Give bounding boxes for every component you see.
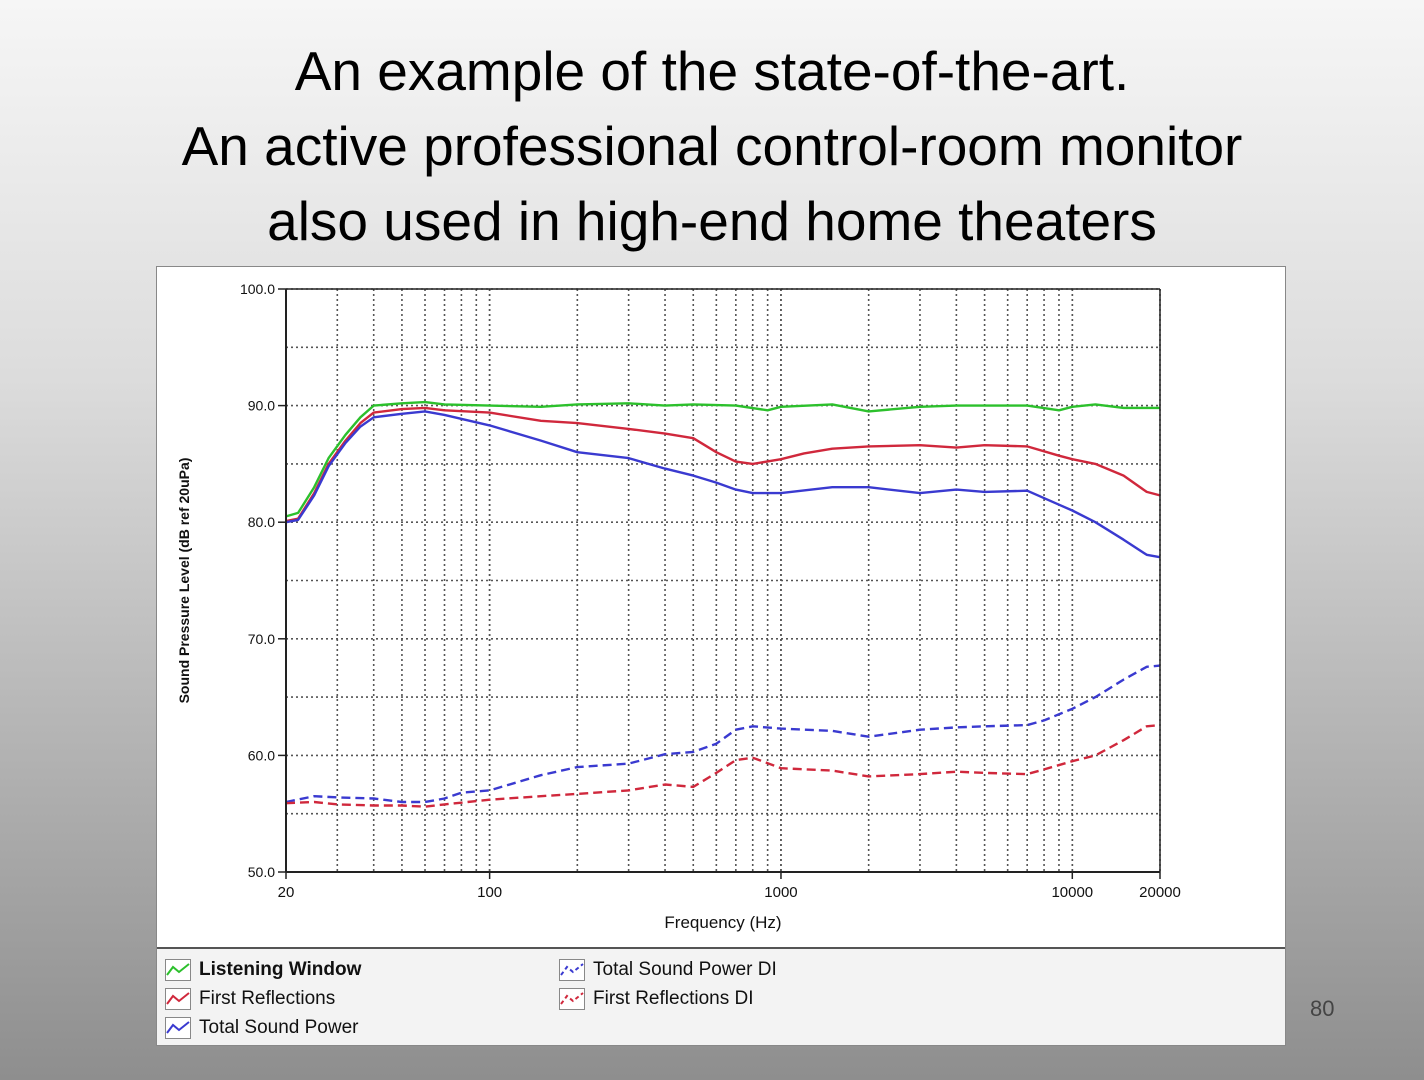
x-tick-label: 20000 [1139,884,1181,901]
x-tick-label: 10000 [1051,884,1094,901]
legend-swatch-first-reflections [165,988,191,1010]
x-tick-label: 20 [277,884,295,901]
frequency-response-chart [157,267,1285,947]
slide-title [0,34,1424,259]
x-tick-label: 1000 [764,884,798,901]
chart-frame [156,266,1286,1046]
y-tick-label: 80.0 [247,514,275,531]
legend-item-first-reflections [165,988,335,1010]
x-tick-label: 100 [477,884,503,901]
legend-swatch-first-reflections-di [559,988,585,1010]
axis-layer [176,281,1181,932]
legend-swatch-total-sound-power-di [559,959,585,981]
legend-swatch-listening-window [165,959,191,981]
series-line-first-reflections-di [286,725,1160,807]
chart-legend [157,947,1285,1045]
legend-label: Listening Window [199,959,362,980]
legend-swatch-total-sound-power [165,1017,191,1039]
y-tick-label: 60.0 [247,747,275,764]
title-line-3: also used in high-end home theaters [267,190,1157,252]
title-line-2: An active professional control-room monitor [181,115,1243,177]
y-tick-label: 50.0 [247,864,275,880]
y-tick-label: 100.0 [239,281,275,297]
series-layer [286,402,1160,807]
series-line-listening-window [286,402,1160,516]
y-axis-label: Sound Pressure Level (dB ref 20uPa) [176,457,192,704]
page-number: 80 [1310,996,1335,1021]
legend-label: First Reflections [199,988,336,1009]
legend-item-first-reflections-di [559,988,753,1010]
y-tick-label: 70.0 [247,630,275,647]
legend-label: Total Sound Power [199,1017,359,1038]
series-line-total-sound-power-di [286,666,1160,802]
legend-label: Total Sound Power DI [593,959,777,980]
series-line-total-sound-power [286,411,1160,557]
legend-item-total-sound-power [165,1017,359,1039]
title-line-1: An example of the state-of-the-art. [294,40,1130,102]
x-axis-label: Frequency (Hz) [664,913,782,932]
legend-item-total-sound-power-di [559,959,777,981]
legend-label: First Reflections DI [593,988,754,1009]
y-tick-label: 90.0 [247,397,275,414]
grid-layer [286,289,1160,872]
legend-item-listening-window [165,959,361,981]
